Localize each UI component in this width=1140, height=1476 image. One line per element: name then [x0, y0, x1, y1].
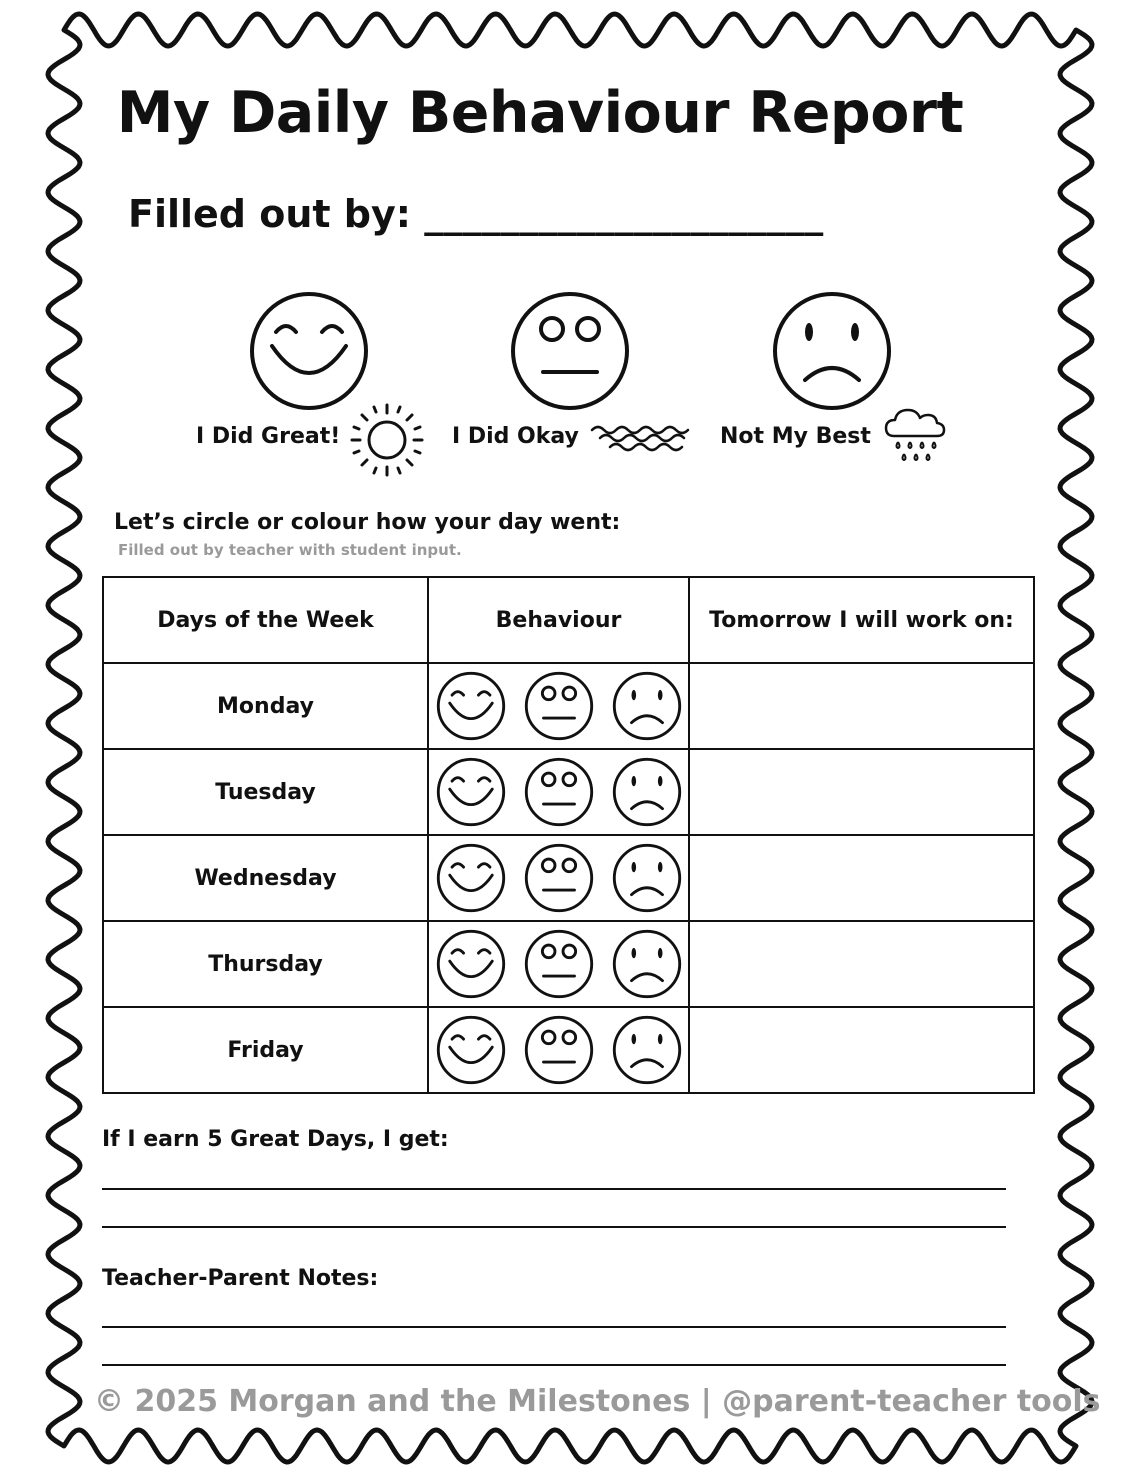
- sad-face-icon[interactable]: [612, 671, 682, 741]
- header-tomorrow: Tomorrow I will work on:: [689, 577, 1034, 663]
- happy-face-icon[interactable]: [436, 671, 506, 741]
- table-row: [103, 663, 1034, 749]
- legend-label-great: I Did Great!: [196, 424, 341, 449]
- behaviour-table: [102, 576, 1035, 1094]
- header-days: Days of the Week: [103, 577, 428, 663]
- legend-label-okay: I Did Okay: [452, 424, 579, 449]
- behaviour-cell: [428, 749, 689, 835]
- day-cell: Monday: [103, 663, 428, 749]
- neutral-face-icon[interactable]: [524, 1015, 594, 1085]
- behaviour-cell: [428, 663, 689, 749]
- neutral-face-icon[interactable]: [524, 671, 594, 741]
- reward-label: If I earn 5 Great Days, I get:: [102, 1127, 449, 1152]
- sun-icon: [350, 403, 424, 477]
- tomorrow-cell[interactable]: [689, 921, 1034, 1007]
- sad-face-icon[interactable]: [612, 843, 682, 913]
- legend-label-best: Not My Best: [720, 424, 871, 449]
- sad-face-icon[interactable]: [612, 1015, 682, 1085]
- neutral-face-icon[interactable]: [524, 757, 594, 827]
- instruction-heading: Let’s circle or colour how your day went:: [114, 510, 621, 535]
- table-row: [103, 835, 1034, 921]
- notes-label: Teacher-Parent Notes:: [102, 1266, 379, 1291]
- happy-face-icon[interactable]: [436, 929, 506, 999]
- neutral-face-icon[interactable]: [524, 929, 594, 999]
- neutral-face-icon: [509, 290, 631, 412]
- waves-icon: [590, 422, 692, 454]
- notes-line[interactable]: [102, 1326, 1006, 1328]
- copyright-footer: © 2025 Morgan and the Milestones | @parent-teacher tools: [94, 1384, 1101, 1419]
- page-title: My Daily Behaviour Report: [116, 80, 964, 146]
- table-row: [103, 1007, 1034, 1093]
- tomorrow-cell[interactable]: [689, 749, 1034, 835]
- day-cell: Tuesday: [103, 749, 428, 835]
- table-row: [103, 921, 1034, 1007]
- neutral-face-icon[interactable]: [524, 843, 594, 913]
- tomorrow-cell[interactable]: [689, 1007, 1034, 1093]
- rain-cloud-icon: [884, 406, 946, 468]
- day-cell: Friday: [103, 1007, 428, 1093]
- behaviour-cell: [428, 835, 689, 921]
- day-cell: Wednesday: [103, 835, 428, 921]
- sad-face-icon: [771, 290, 893, 412]
- tomorrow-cell[interactable]: [689, 663, 1034, 749]
- reward-line[interactable]: [102, 1188, 1006, 1190]
- happy-face-icon[interactable]: [436, 757, 506, 827]
- header-behaviour: Behaviour: [428, 577, 689, 663]
- day-cell: Thursday: [103, 921, 428, 1007]
- sad-face-icon[interactable]: [612, 757, 682, 827]
- instruction-subtext: Filled out by teacher with student input.: [118, 541, 462, 559]
- tomorrow-cell[interactable]: [689, 835, 1034, 921]
- notes-line[interactable]: [102, 1364, 1006, 1366]
- behaviour-cell: [428, 1007, 689, 1093]
- happy-face-icon[interactable]: [436, 843, 506, 913]
- table-row: [103, 749, 1034, 835]
- behaviour-cell: [428, 921, 689, 1007]
- happy-face-icon: [248, 290, 370, 412]
- reward-line[interactable]: [102, 1226, 1006, 1228]
- filled-out-by-field: Filled out by: _____________________: [128, 192, 824, 236]
- sad-face-icon[interactable]: [612, 929, 682, 999]
- happy-face-icon[interactable]: [436, 1015, 506, 1085]
